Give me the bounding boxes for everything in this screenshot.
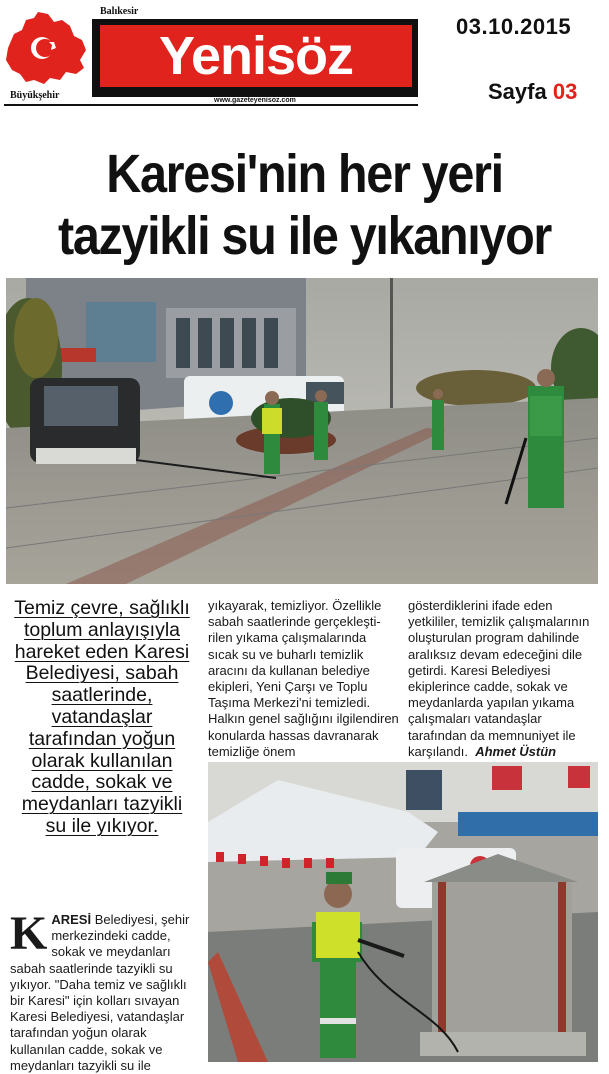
headline-line-1: Karesi'nin her yeri xyxy=(106,144,503,204)
region-label: Büyükşehir xyxy=(10,90,60,101)
masthead-rule xyxy=(4,104,418,106)
headline-line-2: tazyikli su ile yıkanıyor xyxy=(57,206,552,266)
turkey-map-logo xyxy=(4,4,90,104)
paper-name: Yenisöz xyxy=(158,26,354,86)
body-column-2 xyxy=(208,598,400,760)
lead-text: Temiz çevre, sağlıklı toplum anlayışıyla hareket eden Karesi Belediyesi, sabah saatlerinde, vatandaşlar tarafından yoğun olarak kullanılan cadde, sokak ve meydanları tazyikli su ile yıkıyor. xyxy=(14,597,190,837)
street-cleaning-photo xyxy=(6,278,598,584)
body-text-3: gösterdiklerini ifade eden yetkililer, temizlik çalışmalarının oluşturulan program dahilinde aralıksız devam edeceğini dile getirdi. Karesi Belediyesi ekiplerince cadde, sokak ve meydanlarda yapılan yıkama çalışmaları vatandaşlar tarafından da memnuniyet ile karşılandı. xyxy=(408,598,590,759)
body-column-3 xyxy=(408,598,600,760)
masthead xyxy=(4,4,418,104)
first-word: ARESİ xyxy=(51,912,92,927)
page-number-value: 03 xyxy=(552,79,578,104)
fountain-cleaning-photo xyxy=(208,762,598,1062)
headline xyxy=(30,143,578,267)
paper-logo xyxy=(92,19,418,97)
body-text-1: Belediyesi, şehir merkezindeki cadde, sokak ve meydanları sabah saatlerinde tazyikli su yıkıyor. "Daha temiz ve sağlıklı bir Karesi" için kolları sıvayan Karesi Belediyesi, vatandaşlar tarafından yoğun olarak kullanılan cadde, sokak ve meydanları tazyikli su ile xyxy=(10,912,190,1073)
page-label-text: Sayfa xyxy=(488,79,547,104)
body-column-1 xyxy=(10,907,198,1074)
body-text-2: yıkayarak, temizliyor. Özellikle sabah saatlerinde gerçekleşti-rilen yıkama çalışmalarında sıcak su ve buharlı temizlik aracını da kullanan belediye ekipleri, Yeni Çarşı ve Toplu Taşıma Merkezi'ni temizledi. Halkın genel sağlığını ilgilendiren konularda hassas davranarak temizliğe önem xyxy=(208,598,399,759)
paper-url: www.gazeteyenisoz.com xyxy=(214,97,296,104)
lead-paragraph xyxy=(10,598,194,838)
city-label: Balıkesir xyxy=(100,6,139,17)
drop-cap: K xyxy=(10,907,48,960)
page-number xyxy=(488,79,577,105)
issue-date: 03.10.2015 xyxy=(456,14,572,39)
author-byline: Ahmet Üstün xyxy=(475,743,557,759)
